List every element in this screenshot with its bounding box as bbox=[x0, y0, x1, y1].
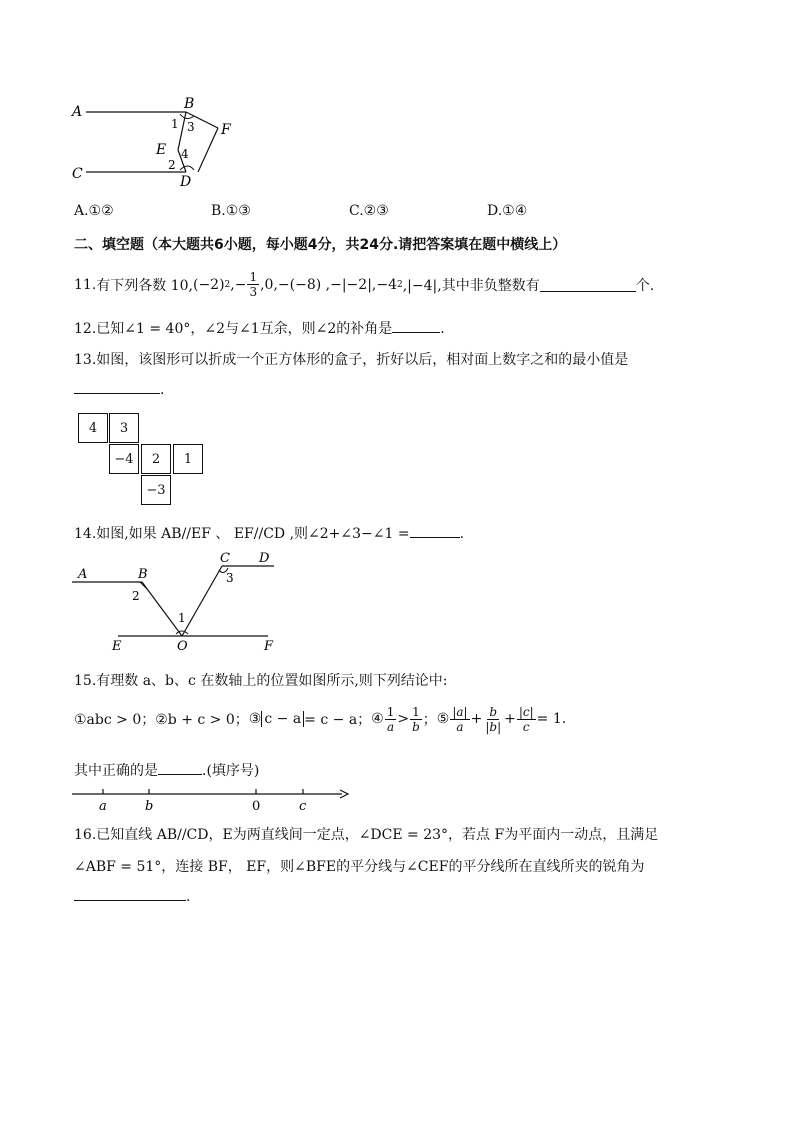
nl-label-c: c bbox=[299, 799, 307, 814]
q15-s4-frac2: $\frac{1}{b}$ bbox=[412, 704, 420, 734]
option-c: C.②③ bbox=[349, 203, 389, 219]
q15-s3-abs: c − a bbox=[261, 711, 304, 727]
q14-angle-1: 1 bbox=[178, 611, 186, 625]
q15-s4-end: ； bbox=[422, 712, 437, 728]
label-c: C bbox=[72, 166, 83, 182]
q11-mid-exp: 2 bbox=[397, 279, 403, 290]
section-heading: 二、填空题（本大题共6小题，每小题4分，共24分.请把答案填在题中横线上） bbox=[74, 237, 567, 253]
q11-fraction: $\frac{1}{3}$ bbox=[249, 270, 258, 299]
q14-label-f: F bbox=[264, 639, 274, 654]
q14-label-o: O bbox=[177, 639, 188, 654]
question-12 bbox=[74, 318, 445, 338]
option-b: B.①③ bbox=[211, 203, 251, 219]
net-cell: 3 bbox=[109, 413, 139, 443]
q15-s2: ②b + c > 0； bbox=[155, 712, 249, 728]
net-cell: −3 bbox=[141, 475, 171, 505]
angle-1-label: 1 bbox=[171, 117, 179, 131]
q14-label-d: D bbox=[259, 551, 270, 566]
q14-label-c: C bbox=[220, 551, 230, 566]
q15-answer-post: .(填序号) bbox=[202, 763, 260, 779]
q11-mid: ,0,−(−8) ,−|−2|,−4 bbox=[260, 276, 397, 293]
label-e: E bbox=[156, 142, 167, 158]
q11-n1: (−2) bbox=[192, 276, 225, 293]
question-13: 13.如图，该图形可以折成一个正方体形的盒子，折好以后，相对面上数字之和的最小值是 bbox=[74, 352, 629, 368]
net-cell: −4 bbox=[109, 444, 139, 474]
q11-pre: 有下列各数 10, bbox=[96, 277, 193, 294]
q15-s5-frac1: $\frac{|a|}{a}$ bbox=[452, 704, 468, 734]
q15-s5-plus2: + bbox=[504, 711, 516, 727]
q11-n1-exp: 2 bbox=[224, 279, 231, 290]
angle-4-label: 4 bbox=[181, 147, 189, 161]
q13-answer-blank[interactable] bbox=[74, 379, 160, 394]
q13-line2 bbox=[74, 379, 164, 398]
q15-s3-a: ③ bbox=[248, 711, 262, 727]
q14-answer-blank[interactable] bbox=[410, 523, 460, 538]
q15-answer-pre: 其中正确的是 bbox=[74, 763, 158, 779]
q11-num: 11. bbox=[74, 276, 97, 293]
q12-end: . bbox=[440, 321, 445, 337]
net-cell: 1 bbox=[173, 444, 203, 474]
question-16: 16.已知直线 AB//CD，E为两直线间一定点，∠DCE = 23°，若点 F为平面内一动点，且满足 bbox=[74, 827, 659, 843]
net-cell: 4 bbox=[78, 413, 108, 443]
q11-end: ,|−4|,其中非负整数有 bbox=[402, 277, 540, 294]
nl-label-b: b bbox=[145, 799, 154, 814]
q14-text: 14.如图,如果 AB//EF 、 EF//CD ,则∠2+∠3−∠1 = bbox=[74, 526, 410, 542]
nl-label-a: a bbox=[99, 799, 107, 814]
number-line bbox=[68, 786, 358, 814]
option-a: A.①② bbox=[74, 203, 114, 219]
q15-s5-frac2: $\frac{b}{|b|}$ bbox=[485, 704, 502, 734]
q15-s4-gt: > bbox=[397, 711, 410, 727]
q15-answer-blank[interactable] bbox=[158, 760, 202, 775]
label-d: D bbox=[180, 174, 192, 190]
q16-line2: ∠ABF = 51°，连接 BF， EF，则∠BFE的平分线与∠CEF的平分线所在直线所夹的锐角为 bbox=[74, 859, 645, 875]
q10-figure bbox=[68, 92, 248, 192]
net-cell: 2 bbox=[141, 444, 171, 474]
q15-s5-end: = 1. bbox=[536, 711, 567, 727]
q15-statements bbox=[74, 702, 566, 736]
angle-2-label: 2 bbox=[168, 158, 176, 172]
nl-label-zero: 0 bbox=[252, 799, 261, 814]
question-15: 15.有理数 a、b、c 在数轴上的位置如图所示,则下列结论中: bbox=[74, 673, 448, 689]
label-a: A bbox=[72, 104, 83, 120]
q15-s1: ①abc > 0； bbox=[74, 712, 156, 728]
q11-unit: 个. bbox=[635, 277, 655, 294]
cube-net bbox=[78, 413, 206, 507]
q14-angle-2: 2 bbox=[132, 589, 140, 603]
q15-answer-line bbox=[74, 760, 259, 780]
q11-sep1: ,− bbox=[230, 276, 247, 293]
q13-end: . bbox=[160, 382, 165, 398]
question-14 bbox=[74, 523, 464, 543]
q14-angle-3: 3 bbox=[226, 571, 234, 585]
option-d: D.①④ bbox=[487, 203, 528, 219]
q12-answer-blank[interactable] bbox=[392, 318, 440, 333]
question-11 bbox=[74, 270, 654, 299]
q15-s5-plus1: + bbox=[470, 711, 483, 727]
q16-end: . bbox=[186, 889, 191, 905]
q14-label-b: B bbox=[138, 567, 148, 582]
label-f: F bbox=[221, 122, 231, 138]
q15-s3-b: = c − a； bbox=[304, 712, 372, 728]
q16-answer-blank[interactable] bbox=[74, 886, 186, 901]
q15-s5-frac3: $\frac{|c|}{c}$ bbox=[518, 704, 534, 734]
q14-end: . bbox=[459, 526, 465, 542]
q14-label-a: A bbox=[78, 567, 88, 582]
label-b: B bbox=[184, 96, 195, 112]
q15-s4-a: ④ bbox=[371, 711, 384, 727]
q11-answer-blank[interactable] bbox=[540, 277, 636, 292]
q12-text: 12.已知∠1 = 40°，∠2与∠1互余，则∠2的补角是 bbox=[74, 321, 393, 337]
angle-3-label: 3 bbox=[187, 120, 195, 134]
q16-line3 bbox=[74, 886, 190, 905]
q14-label-e: E bbox=[112, 639, 122, 654]
q15-s5-a: ⑤ bbox=[436, 711, 450, 727]
q15-s4-frac1: $\frac{1}{a}$ bbox=[386, 704, 395, 734]
q14-figure bbox=[68, 548, 288, 656]
